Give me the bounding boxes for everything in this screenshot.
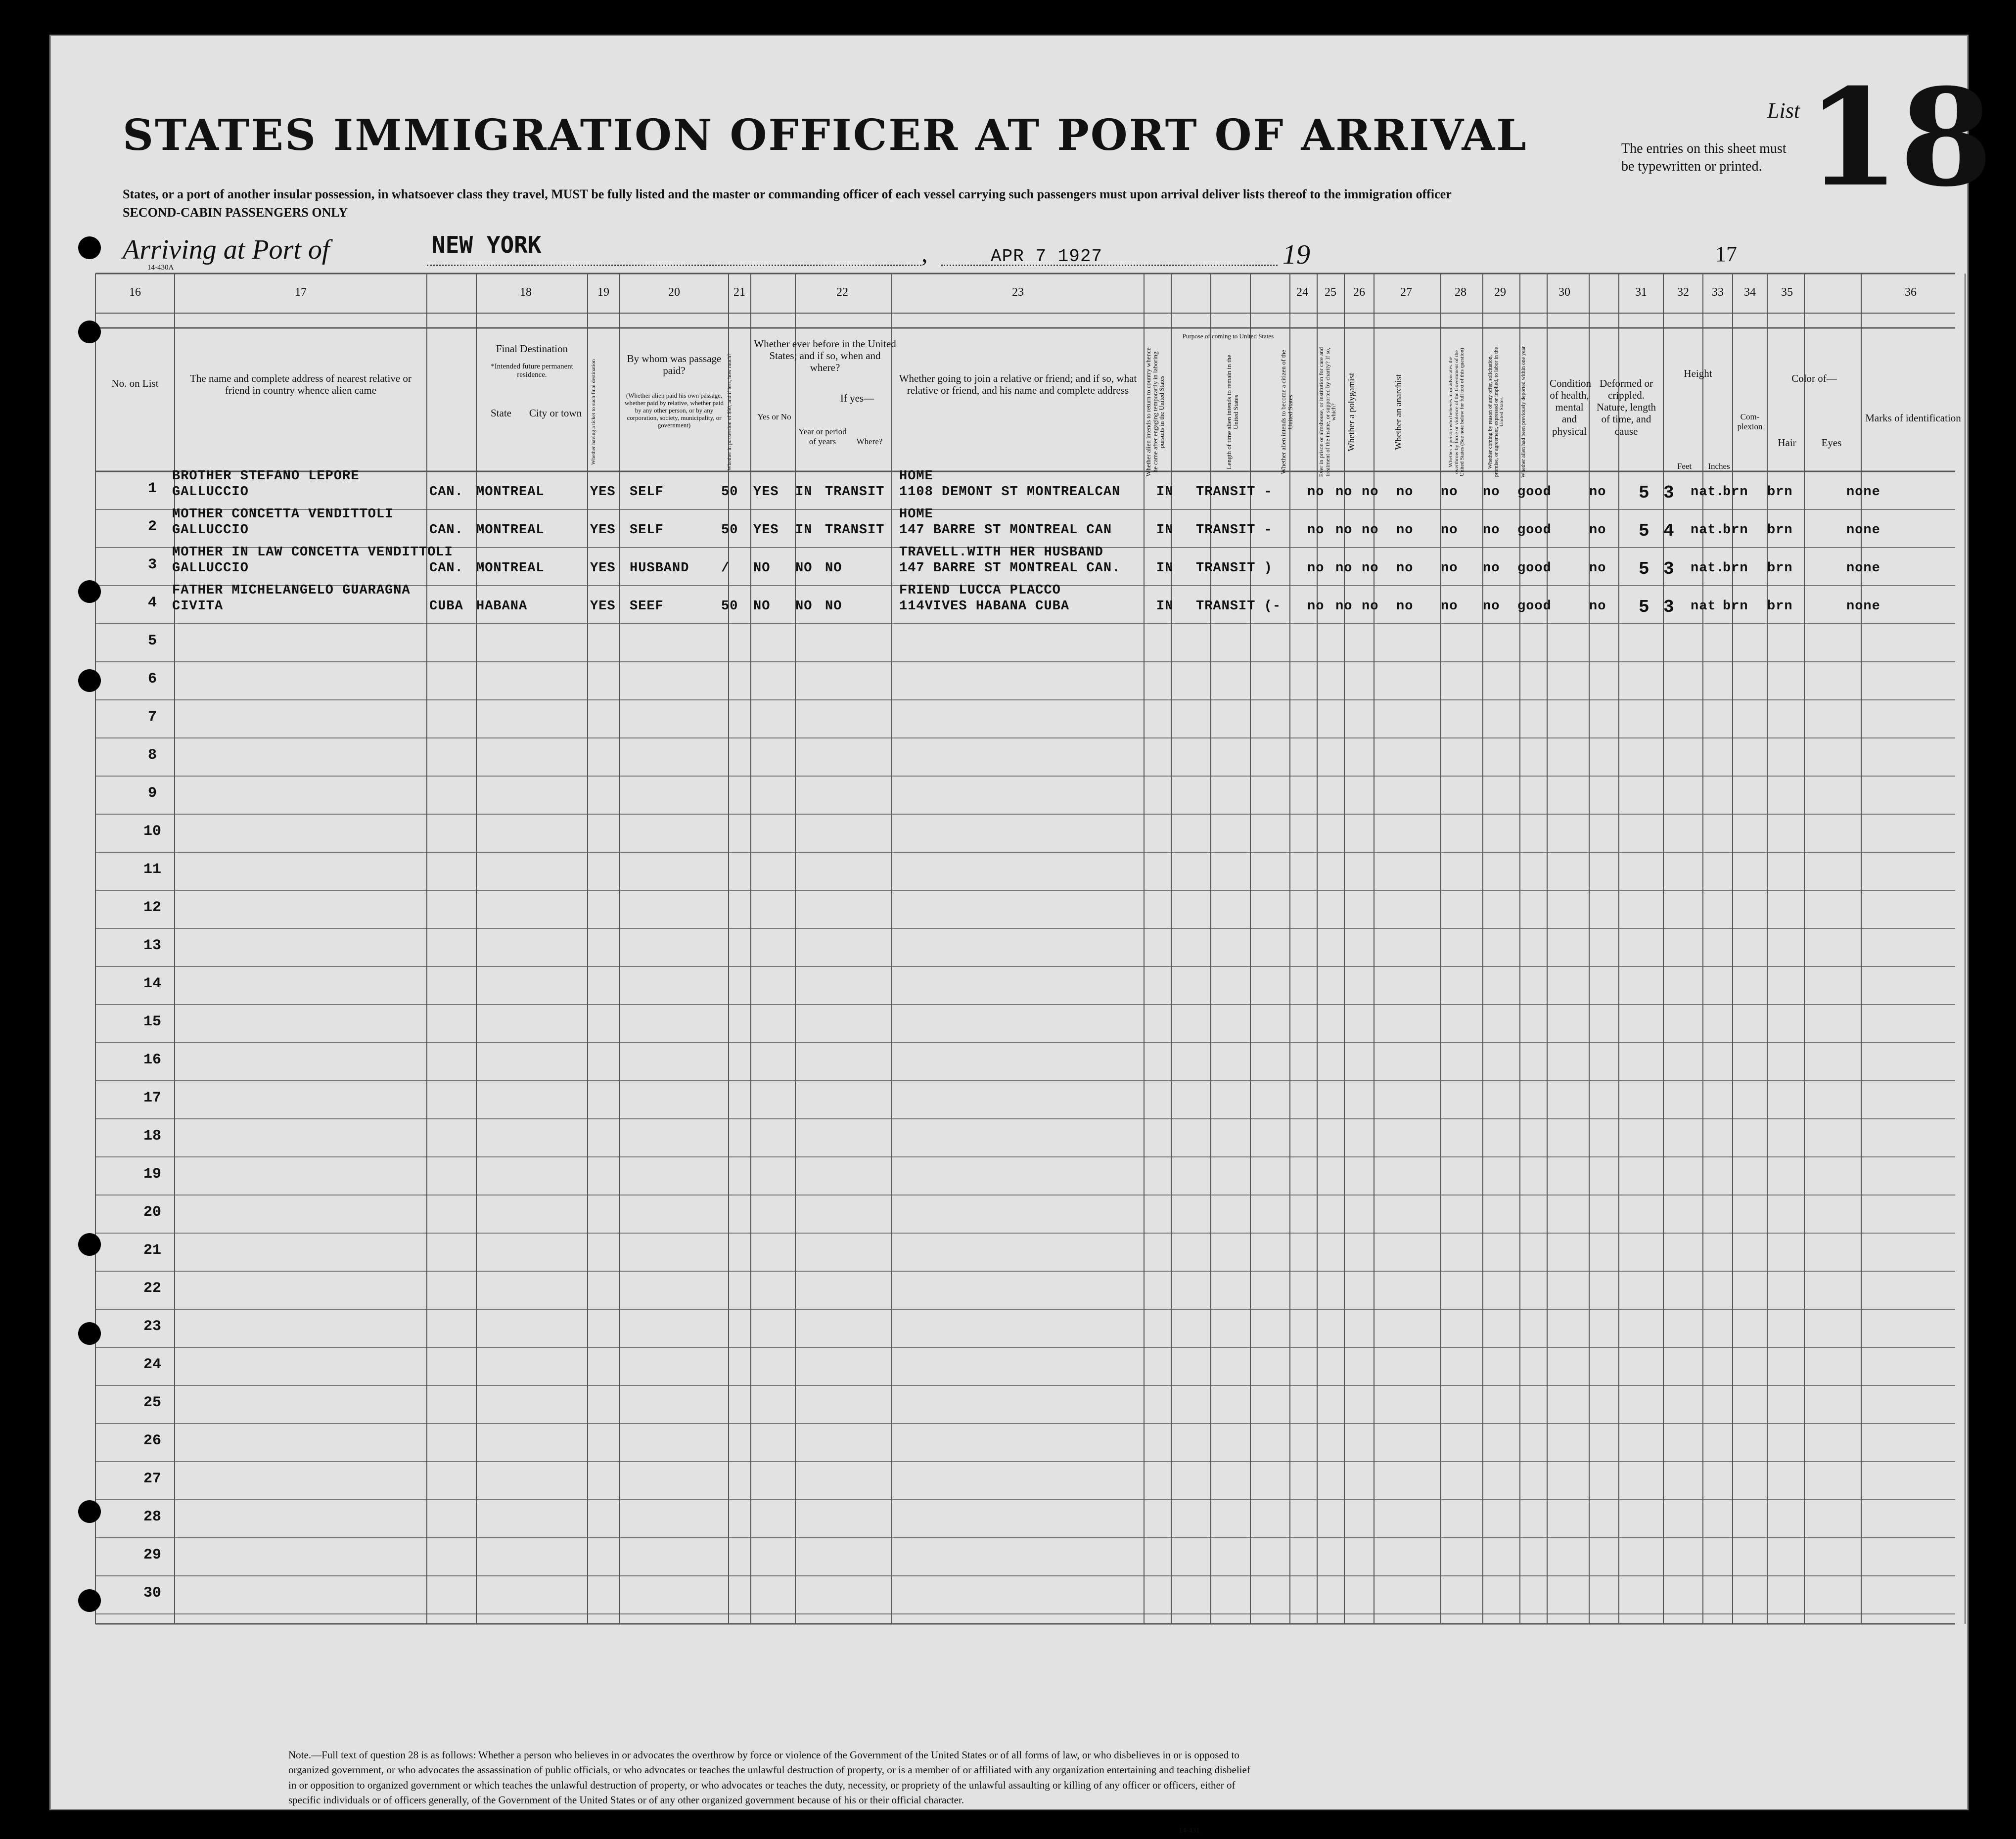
passenger-cell-deformed: no: [1589, 523, 1606, 538]
punch-hole: [78, 236, 101, 259]
passenger-cell-city: MONTREAL: [476, 561, 545, 576]
passenger-cell-feet: 5: [1639, 483, 1650, 503]
passenger-cell-where: NO: [825, 599, 842, 614]
passenger-cell-hair: brn: [1723, 561, 1748, 576]
line-number: 23: [143, 1318, 161, 1335]
line-number: 19: [143, 1166, 161, 1183]
header-final-destination-note: *Intended future permanent residence.: [491, 363, 573, 379]
passenger-cell-state: CAN.: [429, 485, 463, 500]
form-code: 14-430A: [147, 264, 174, 272]
passenger-cell-join1: FRIEND LUCCA PLACCO: [899, 583, 1061, 598]
header-final-destination: Final Destination: [496, 343, 568, 355]
class-label: SECOND-CABIN PASSENGERS ONLY: [123, 205, 348, 220]
header-money: Whether in possession of $50, and if less, how much?: [727, 353, 733, 471]
passenger-cell-q28: no: [1396, 523, 1414, 538]
header-purpose: Purpose of coming to United States: [1182, 332, 1274, 340]
passenger-cell-complexion: nat.: [1691, 523, 1725, 538]
punch-hole: [78, 1322, 101, 1345]
passenger-cell-inches: 3: [1663, 483, 1675, 503]
passenger-cell-join2: 1108 DEMONT ST MONTREALCAN: [899, 485, 1121, 500]
header-marks: Marks of identification: [1865, 412, 1961, 424]
passenger-cell-prison: no: [1307, 523, 1325, 538]
passenger-cell-q28: no: [1396, 599, 1414, 614]
date-stamp: APR 7 1927: [991, 246, 1103, 267]
passenger-cell-rel2: GALLUCCIO: [172, 523, 249, 538]
passenger-cell-feet: 5: [1639, 521, 1650, 541]
table-grid: [51, 36, 1967, 1809]
passenger-cell-join2: 147 BARRE ST MONTREAL CAN.: [899, 561, 1121, 576]
line-number: 20: [143, 1204, 161, 1221]
passenger-cell-anar: no: [1362, 561, 1379, 576]
passenger-cell-health: good: [1517, 561, 1552, 576]
passenger-cell-inches: 4: [1663, 521, 1675, 541]
passenger-cell-city: MONTREAL: [476, 523, 545, 538]
passenger-cell-poly: no: [1335, 599, 1353, 614]
passenger-cell-p-b: TRANSIT -: [1196, 523, 1273, 538]
passenger-cell-state: CUBA: [429, 599, 463, 614]
passenger-cell-join2: 114VIVES HABANA CUBA: [899, 599, 1070, 614]
passenger-cell-eyes: brn: [1767, 523, 1793, 538]
column-number: 28: [1455, 286, 1466, 299]
passenger-cell-prison: no: [1307, 561, 1325, 576]
header-purpose-a: Whether alien intends to return to country whence he came after engaging temporarily in laboring pursuits in the United States: [1145, 347, 1166, 477]
arriving-label: Arriving at Port of: [123, 234, 330, 265]
passenger-cell-prison: no: [1307, 485, 1325, 500]
line-number: 16: [143, 1052, 161, 1068]
header-health: Condition of health, mental and physical: [1550, 377, 1592, 437]
line-number: 24: [143, 1356, 161, 1373]
header-ticket: Whether having a ticket to such final destination: [591, 359, 596, 465]
list-label: List: [1767, 98, 1800, 123]
passenger-cell-complexion: nat.: [1691, 561, 1725, 576]
passenger-cell-marks: none: [1846, 523, 1880, 538]
passenger-cell-where: NO: [825, 561, 842, 576]
list-number: 18: [1807, 59, 1993, 216]
passenger-cell-anar: no: [1362, 523, 1379, 538]
line-number: 1: [147, 480, 157, 497]
line-number: 29: [143, 1547, 161, 1563]
line-number: 25: [143, 1394, 161, 1411]
passenger-cell-eyes: brn: [1767, 599, 1793, 614]
column-number: 18: [520, 286, 532, 299]
passenger-cell-paid: SEEF: [630, 599, 664, 614]
header-purpose-c: Whether alien intends to become a citizen of the United States: [1280, 350, 1294, 474]
passenger-cell-yn: YES: [753, 523, 779, 538]
passenger-cell-complexion: nat.: [1691, 485, 1725, 500]
column-number: 21: [733, 286, 745, 299]
passenger-cell-q28: no: [1396, 561, 1414, 576]
header-anarchist: Whether an anarchist: [1393, 374, 1403, 450]
passenger-cell-q30: no: [1483, 599, 1500, 614]
line-number: 30: [143, 1585, 161, 1602]
header-no-on-list: No. on List: [111, 377, 159, 389]
year-prefix: 19: [1283, 239, 1310, 270]
passenger-cell-p-b: TRANSIT (-: [1196, 599, 1282, 614]
punch-hole: [78, 1233, 101, 1256]
passenger-cell-anar: no: [1362, 599, 1379, 614]
passenger-cell-poly: no: [1335, 561, 1353, 576]
line-number: 14: [143, 975, 161, 992]
passenger-cell-inches: 3: [1663, 559, 1675, 579]
passenger-cell-hair: brn: [1723, 485, 1748, 500]
header-deformed: Deformed or crippled. Nature, length of time, and cause: [1596, 377, 1656, 437]
passenger-cell-q30: no: [1483, 485, 1500, 500]
passenger-cell-yn: YES: [753, 485, 779, 500]
column-number: 17: [295, 286, 307, 299]
passenger-cell-p-a: IN: [1156, 485, 1174, 500]
passenger-cell-eyes: brn: [1767, 561, 1793, 576]
passenger-cell-p-b: TRANSIT ): [1196, 561, 1273, 576]
passenger-cell-money: 50: [721, 485, 738, 500]
passenger-cell-yn: NO: [753, 599, 771, 614]
passenger-cell-feet: 5: [1639, 559, 1650, 579]
passenger-cell-p-a: IN: [1156, 561, 1174, 576]
header-q29: Whether coming by reason of any offer, solicitation, promise, or agreement, expressed or implied, to labor in the United States: [1487, 347, 1505, 477]
header-passage-paid: By whom was passage paid?: [627, 353, 722, 377]
passenger-cell-join1: HOME: [899, 469, 933, 484]
header-purpose-b: Length of time alien intends to remain in the United States: [1225, 355, 1239, 469]
passenger-cell-state: CAN.: [429, 561, 463, 576]
column-number: 20: [668, 286, 680, 299]
passenger-cell-paid: SELF: [630, 523, 664, 538]
column-number: 35: [1781, 286, 1793, 299]
line-number: 26: [143, 1432, 161, 1449]
header-where: Where?: [856, 437, 883, 446]
passenger-cell-money: /: [721, 561, 730, 576]
passenger-cell-rel1: FATHER MICHELANGELO GUARAGNA: [172, 583, 411, 598]
line-number: 5: [147, 633, 157, 649]
passenger-cell-q30: no: [1483, 523, 1500, 538]
header-hair: Hair: [1778, 437, 1796, 449]
passenger-cell-p-a: IN: [1156, 599, 1174, 614]
line-number: 27: [143, 1471, 161, 1487]
header-color-of: Color of—: [1791, 372, 1837, 384]
passenger-cell-q29: no: [1441, 523, 1458, 538]
header-passage-note: (Whether alien paid his own passage, whether paid by relative, whether paid by any other person, or by any corporation, society, municipality, or government): [625, 392, 724, 429]
passenger-cell-poly: no: [1335, 523, 1353, 538]
passenger-cell-anar: no: [1362, 485, 1379, 500]
passenger-cell-city: MONTREAL: [476, 485, 545, 500]
passenger-cell-rel2: CIVITA: [172, 599, 224, 614]
column-number: 25: [1325, 286, 1336, 299]
passenger-cell-paid: HUSBAND: [630, 561, 689, 576]
column-number: 29: [1494, 286, 1506, 299]
header-feet: Feet: [1677, 461, 1692, 471]
passenger-cell-year: NO: [795, 599, 813, 614]
passenger-cell-ticket: YES: [590, 561, 616, 576]
header-eyes: Eyes: [1821, 437, 1842, 449]
passenger-cell-deformed: no: [1589, 485, 1606, 500]
column-number: 23: [1012, 286, 1024, 299]
line-number: 21: [143, 1242, 161, 1259]
header-prison: Ever in prison or almshouse, or institution for care and treatment of the insane, or supported by charity? If so, which?: [1318, 347, 1337, 477]
passenger-cell-city: HABANA: [476, 599, 528, 614]
passenger-cell-money: 50: [721, 523, 738, 538]
passenger-cell-inches: 3: [1663, 597, 1675, 617]
passenger-cell-feet: 5: [1639, 597, 1650, 617]
line-number: 11: [143, 861, 161, 878]
passenger-cell-rel2: GALLUCCIO: [172, 561, 249, 576]
line-number: 10: [143, 823, 161, 840]
header-relative-address: The name and complete address of nearest relative or friend in country whence alien came: [190, 372, 412, 397]
passenger-cell-eyes: brn: [1767, 485, 1793, 500]
column-number: 26: [1353, 286, 1365, 299]
punch-hole: [78, 321, 101, 343]
column-number: 24: [1296, 286, 1308, 299]
passenger-cell-hair: brn: [1723, 523, 1748, 538]
passenger-cell-year: IN: [795, 523, 813, 538]
passenger-cell-marks: none: [1846, 485, 1880, 500]
entries-note-2: be typewritten or printed.: [1621, 159, 1762, 174]
passenger-cell-rel1: BROTHER STEFANO LEPORE: [172, 469, 360, 484]
passenger-cell-poly: no: [1335, 485, 1353, 500]
passenger-cell-prison: no: [1307, 599, 1325, 614]
passenger-cell-q29: no: [1441, 561, 1458, 576]
header-if-yes: If yes—: [840, 392, 874, 404]
column-number: 27: [1400, 286, 1412, 299]
passenger-cell-health: good: [1517, 485, 1552, 500]
header-yes-no: Yes or No: [757, 412, 791, 421]
passenger-cell-yn: NO: [753, 561, 771, 576]
punch-hole: [78, 580, 101, 603]
passenger-cell-ticket: YES: [590, 523, 616, 538]
passenger-cell-p-b: TRANSIT -: [1196, 485, 1273, 500]
header-city: City or town: [529, 407, 582, 419]
column-number: 19: [597, 286, 609, 299]
column-number: 34: [1744, 286, 1756, 299]
entries-note-1: The entries on this sheet must: [1621, 141, 1787, 156]
passenger-cell-rel1: MOTHER IN LAW CONCETTA VENDITTOLI: [172, 545, 453, 560]
footer-code: 14-431: [1179, 1827, 1200, 1835]
line-number: 2: [147, 518, 157, 535]
line-number: 17: [143, 1090, 161, 1106]
passenger-cell-q29: no: [1441, 485, 1458, 500]
column-number: 32: [1677, 286, 1689, 299]
passenger-cell-join2: 147 BARRE ST MONTREAL CAN: [899, 523, 1112, 538]
line-number: 3: [147, 556, 157, 573]
line-number: 8: [147, 747, 157, 764]
header-q28: Whether a person who believes in or advocates the overthrow by force or violence of the Government of the United States (See note below for full text of this question): [1448, 348, 1466, 476]
passenger-cell-hair: brn: [1723, 599, 1748, 614]
line-number: 9: [147, 785, 157, 802]
passenger-cell-q29: no: [1441, 599, 1458, 614]
passenger-cell-join1: HOME: [899, 507, 933, 522]
passenger-cell-complexion: nat: [1691, 599, 1716, 614]
header-before-us: Whether ever before in the United States; and if so, when and where?: [754, 338, 896, 374]
header-year-period: Year or period of years: [798, 427, 847, 446]
passenger-cell-year: IN: [795, 485, 813, 500]
passenger-cell-q30: no: [1483, 561, 1500, 576]
manifest-sheet: [49, 35, 1993, 1835]
line-number: 6: [147, 671, 157, 688]
passenger-cell-p-a: IN: [1156, 523, 1174, 538]
comma-mark: ,: [921, 239, 928, 267]
line-number: 12: [143, 899, 161, 916]
column-number: 36: [1905, 286, 1917, 299]
passenger-cell-state: CAN.: [429, 523, 463, 538]
instruction-text: States, or a port of another insular possession, in whatsoever class they travel, MUST be fully listed and the master or commanding officer of each vessel carrying such passengers must upon arrival deliver lists thereof to the immigration officer: [123, 187, 1452, 201]
passenger-cell-ticket: YES: [590, 485, 616, 500]
column-number: 16: [129, 286, 141, 299]
line-number: 28: [143, 1509, 161, 1525]
header-state: State: [491, 407, 511, 419]
passenger-cell-health: good: [1517, 599, 1552, 614]
header-inches: Inches: [1708, 461, 1730, 471]
passenger-cell-rel1: MOTHER CONCETTA VENDITTOLI: [172, 507, 394, 522]
line-number: 18: [143, 1128, 161, 1145]
passenger-cell-q28: no: [1396, 485, 1414, 500]
header-q30: Whether alien had been previously deported within one year: [1520, 346, 1526, 478]
column-number: 30: [1558, 286, 1570, 299]
passenger-cell-marks: none: [1846, 561, 1880, 576]
column-number: 22: [836, 286, 848, 299]
line-number: 22: [143, 1280, 161, 1297]
passenger-cell-where: TRANSIT: [825, 485, 885, 500]
line-number: 4: [147, 595, 157, 611]
footnote-q28: Note.—Full text of question 28 is as follows: Whether a person who believes in or advocates the overthrow by force or violence of the Government of the United States or of all forms of law, or who disbelieves in or is opposed to organized government, or who advocates the assassination of public officials, or who advocates or teaches the unlawful destruction of property, or is a member of or affiliated with any organization entertaining and teaching disbelief in or opposition to organized government or which teaches the unlawful destruction of property, or who advocates or teaches the duty, necessity, or propriety of the unlawful assaulting or killing of any officer or officers, either of specific individuals or of officers generally, of the Government of the United States or of any other organized government because of his or their official character.: [288, 1749, 1250, 1806]
passenger-cell-paid: SELF: [630, 485, 664, 500]
punch-hole: [78, 1589, 101, 1612]
line-number: 7: [147, 709, 157, 726]
passenger-cell-ticket: YES: [590, 599, 616, 614]
header-joining: Whether going to join a relative or friend; and if so, what relative or friend, and his name and complete address: [899, 372, 1137, 397]
page-title: STATES IMMIGRATION OFFICER AT PORT OF ARRIVAL: [123, 110, 1528, 160]
line-number: 13: [143, 937, 161, 954]
passenger-cell-deformed: no: [1589, 599, 1606, 614]
punch-hole: [78, 669, 101, 692]
passenger-cell-marks: none: [1846, 599, 1880, 614]
passenger-cell-join1: TRAVELL.WITH HER HUSBAND: [899, 545, 1103, 560]
passenger-cell-health: good: [1517, 523, 1552, 538]
passenger-cell-rel2: GALLUCCIO: [172, 485, 249, 500]
passenger-cell-year: NO: [795, 561, 813, 576]
column-number: 33: [1712, 286, 1724, 299]
page-number: 17: [1715, 242, 1737, 266]
passenger-cell-deformed: no: [1589, 561, 1606, 576]
passenger-cell-money: 50: [721, 599, 738, 614]
punch-hole: [78, 1500, 101, 1523]
header-complexion: Com-plexion: [1737, 412, 1763, 431]
passenger-cell-where: TRANSIT: [825, 523, 885, 538]
header-polygamist: Whether a polygamist: [1346, 372, 1356, 452]
line-number: 15: [143, 1013, 161, 1030]
column-number: 31: [1635, 286, 1647, 299]
port-stamp: NEW YORK: [432, 231, 542, 258]
header-height: Height: [1684, 368, 1712, 379]
